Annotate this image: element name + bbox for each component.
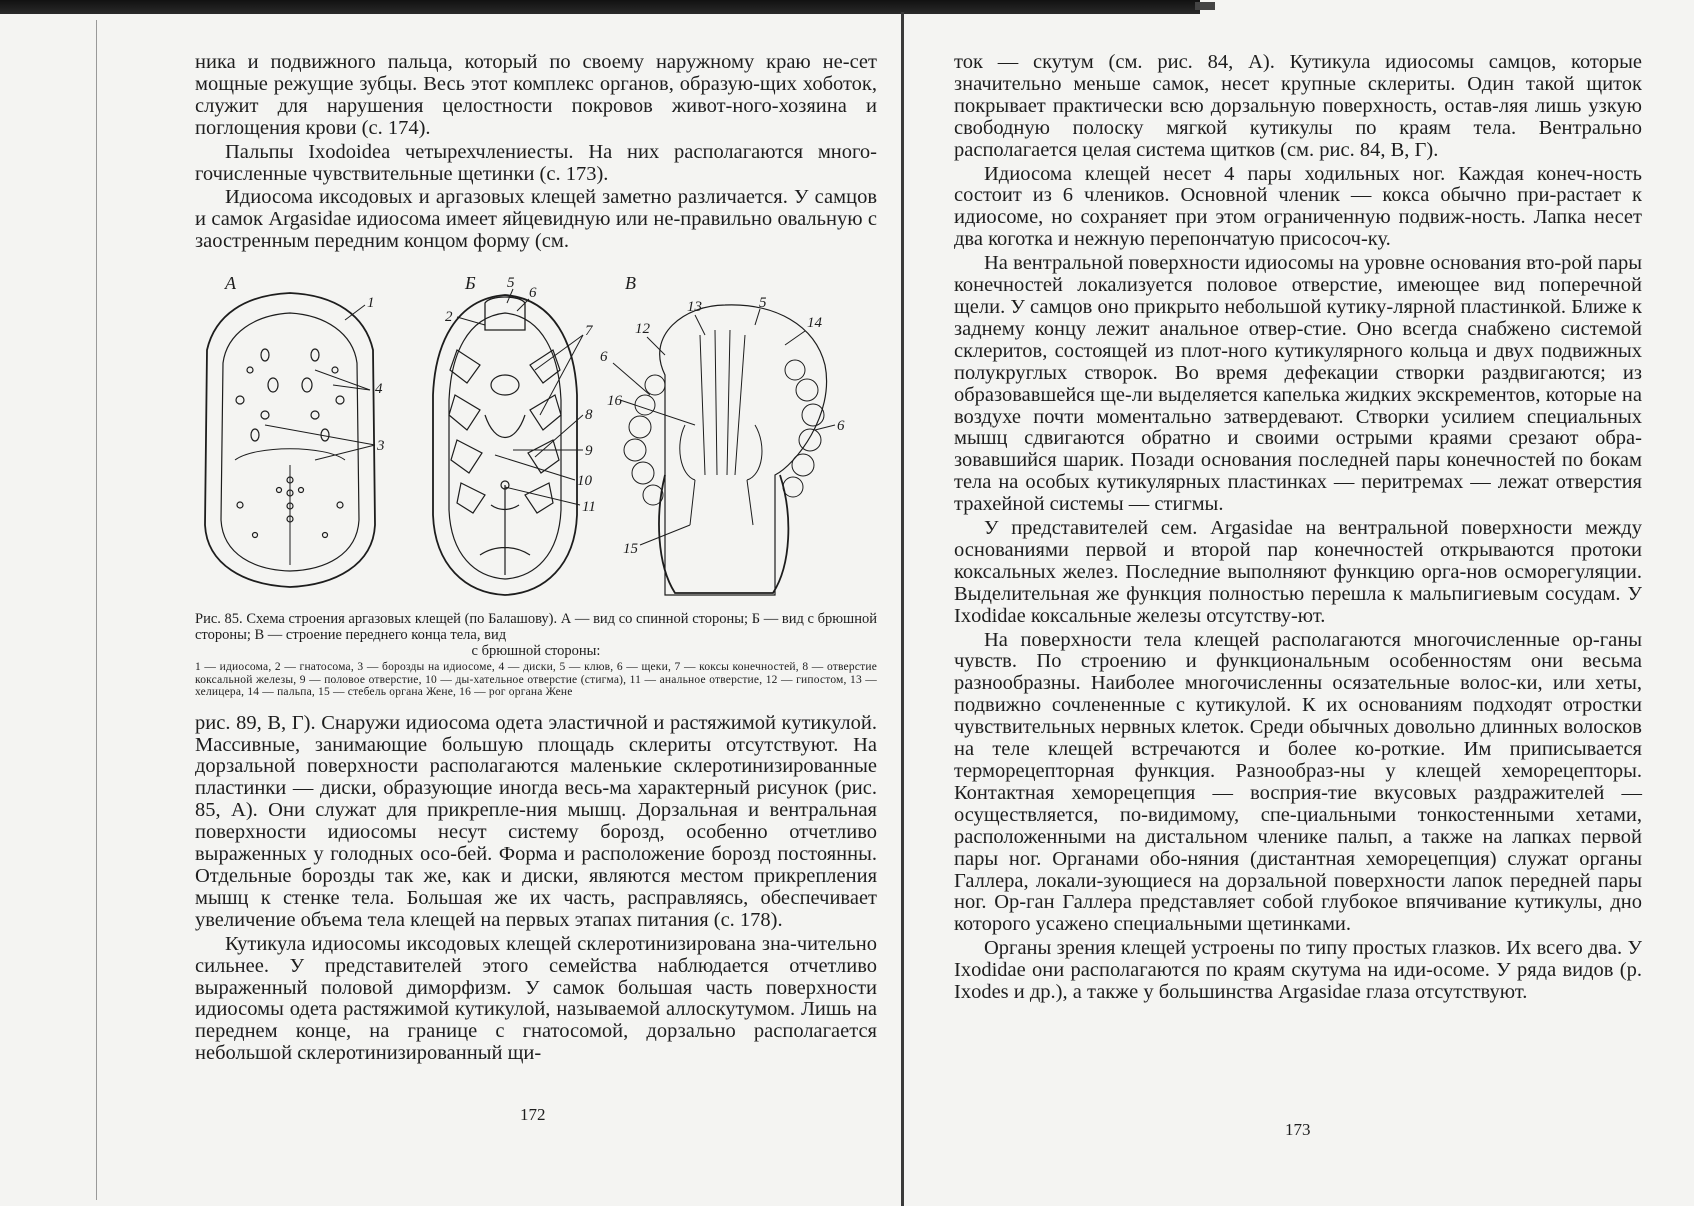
callout-b: 11: [582, 499, 596, 516]
page-number-left: 172: [520, 1105, 546, 1124]
paragraph: Органы зрения клещей устроены по типу простых глазков. Их всего два. У Ixodidae они располагаются по краям скутума на иди-осоме. У ряда видов (р. Ixodes и др.), а также у большинства Argasidae глаза отсутствуют.: [954, 937, 1642, 1004]
right-page: [954, 52, 1642, 1004]
callout-b: 9: [585, 443, 593, 460]
callout-c: 12: [635, 321, 650, 338]
callout-b: 2: [445, 309, 453, 326]
callout-a: 4: [375, 381, 383, 398]
panel-label-b: Б: [465, 275, 476, 294]
callout-a: 1: [367, 295, 375, 312]
figure-85: [195, 275, 877, 605]
scan-top-edge-mark: [1195, 2, 1215, 10]
figure-caption: [195, 611, 877, 659]
callout-b: 8: [585, 407, 593, 424]
figure-legend: 1 — идиосома, 2 — гнатосома, 3 — борозды на идиосоме, 4 — диски, 5 — клюв, 6 — щеки, 7 — коксы конечностей, 8 — отверстие коксальной железы, 9 — половое отверстие, 10 — ды-хательное отверстие (стигма), 11 — анальное отверстие, 12 — гипостом, 13 — хелицера, 14 — пальпа, 15 — стебель органа Жене, 16 — рог органа Жене: [195, 661, 877, 699]
book-gutter: [901, 12, 904, 1206]
callout-c: 6: [600, 349, 608, 366]
paragraph: На вентральной поверхности идиосомы на уровне основания вто-рой пары конечностей локализуется половое отверстие, имеющее вид поперечной щели. У самцов оно прикрыто небольшой кутику-лярной пластинкой. Ближе к заднему концу лежит анальное отвер-стие. Оно всегда снабжено системой склеритов, состоящей из плот-ного кутикулярного кольца и двух подвижных полукруглых створок. Во время дефекации створки раздвигаются; из образовавшейся ще-ли выделяется капелька жидких экскрементов, которые на воздухе почти моментально затвердевают. Створки усилием специальных мышц сдвигаются обратно и своими острыми краями срезают обра-зовавшийся шарик. Позади основания последней пары конечностей по бокам тела на особых кутикулярных пластинках — перитремах — лежат отверстия трахейной системы — стигмы.: [954, 252, 1642, 516]
tick-anatomy-drawing: [195, 275, 877, 605]
callout-c: 6: [837, 418, 845, 435]
callout-c: 5: [759, 295, 767, 312]
scan-top-edge: [0, 0, 1200, 14]
panel-label-a: А: [225, 275, 236, 294]
callout-b: 5: [507, 275, 515, 292]
callout-b: 7: [585, 323, 593, 340]
callout-c: 14: [807, 315, 822, 332]
paragraph: На поверхности тела клещей располагаются многочисленные ор-ганы чувств. По строению и функциональным особенностям они весьма разнообразны. Наиболее многочисленны осязательные волос-ки, или хеты, подвижно сочлененные с кутикулой. К их основаниям подходят отростки чувствительных нервных клеток. Среди обычных довольно длинных волосков на теле клещей встречаются и более ко-роткие. Им приписывается терморецепторная функция. Разнообраз-ны у клещей хеморецепторы. Контактная хеморецепция — восприя-тие вкусовых раздражителей — осуществляется, по-видимому, спе-циальными тонкостенными хетами, расположенными на дистальном членике пальп, а также на лапках первой пары ног. Органами обо-няния (дистантная хеморецепция) служат органы Галлера, локали-зующиеся на дорзальной поверхности лапок передней пары ног. Ор-ган Галлера представляет собой глубокое впячивание кутикулы, дно которого усажено специальными щетинками.: [954, 628, 1642, 936]
paragraph: Пальпы Ixodoidea четырехчлениесты. На них располагаются много-гочисленные чувствительные щетинки (с. 173).: [195, 140, 877, 185]
page-number-right: 173: [1285, 1120, 1311, 1139]
paragraph: Идиосома иксодовых и аргазовых клещей заметно различается. У самцов и самок Argasidae идиосома имеет яйцевидную или не-правильно овальную с заостренным передним концом форму (см.: [195, 186, 877, 253]
figure-caption-text: Рис. 85. Схема строения аргазовых клещей (по Балашову). А — вид со спинной стороны; Б — вид с брюшной стороны; В — строение переднего конца тела, вид: [195, 611, 877, 644]
paragraph: ника и подвижного пальца, который по своему наружному краю не-сет мощные режущие зубцы. Весь этот комплекс органов, образую-щих хоботок, служит для нарушения целостности покровов живот-ного-хозяина и поглощения крови (с. 174).: [195, 51, 877, 139]
paragraph: рис. 89, В, Г). Снаружи идиосома одета эластичной и растяжимой кутикулой. Массивные, занимающие большую площадь склериты отсутствуют. На дорзальной поверхности располагаются маленькие склеротинизированные пластинки — диски, образующие иногда весь-ма характерный рисунок (рис. 85, А). Они служат для прикрепле-ния мышц. Дорзальная и вентральная поверхности идиосомы несут систему борозд, особенно отчетливо выраженных у голодных осо-бей. Форма и расположение борозд постоянны. Отдельные борозды так же, как и диски, являются местом прикрепления мышц к стенке тела. Большая же их часть, расправляясь, обеспечивает увеличение объема тела клещей на первых этапах питания (с. 178).: [195, 711, 877, 931]
paragraph: ток — скутум (см. рис. 84, А). Кутикула идиосомы самцов, которые значительно меньше самок, несет крупные склериты. Один такой щиток покрывает практически всю дорзальную поверхность, остав-ляя лишь узкую свободную полоску мягкой кутикулы по краям тела. Вентрально располагается целая система щитков (см. рис. 84, В, Г).: [954, 51, 1642, 161]
scan-left-edge: [96, 20, 97, 1200]
left-page: [195, 52, 877, 1065]
figure-caption-end: с брюшной стороны:: [471, 643, 601, 660]
callout-b: 10: [577, 473, 592, 490]
paragraph: Идиосома клещей несет 4 пары ходильных ног. Каждая конеч-ность состоит из 6 члеников. Основной членик — кокса обычно при-растает к идиосоме, но сохраняет при этом ограниченную подвиж-ность. Лапка несет два коготка и нежную перепончатую присосоч-ку.: [954, 162, 1642, 251]
paragraph: У представителей сем. Argasidae на вентральной поверхности между основаниями первой и второй пар конечностей открываются протоки коксальных желез. Последние выполняют функцию орга-нов осморегуляции. Выделительная же функция полностью перешла к мальпигиевым сосудам. У Ixodidae коксальные железы отсутству-ют.: [954, 517, 1642, 627]
callout-c: 15: [623, 541, 638, 558]
callout-c: 16: [607, 393, 622, 410]
panel-label-c: В: [625, 275, 636, 294]
paragraph: Кутикула идиосомы иксодовых клещей склеротинизирована зна-чительно сильнее. У представителей этого семейства наблюдается отчетливо выраженный половой диморфизм. У самок большая часть поверхности идиосомы одета растяжимой кутикулой, называемой аллоскутумом. Лишь на переднем конце, на границе с гнатосомой, дорзально располагается небольшой склеротинизированный щи-: [195, 932, 877, 1065]
callout-b: 6: [529, 285, 537, 302]
callout-a: 3: [377, 438, 385, 455]
callout-c: 13: [687, 299, 702, 316]
